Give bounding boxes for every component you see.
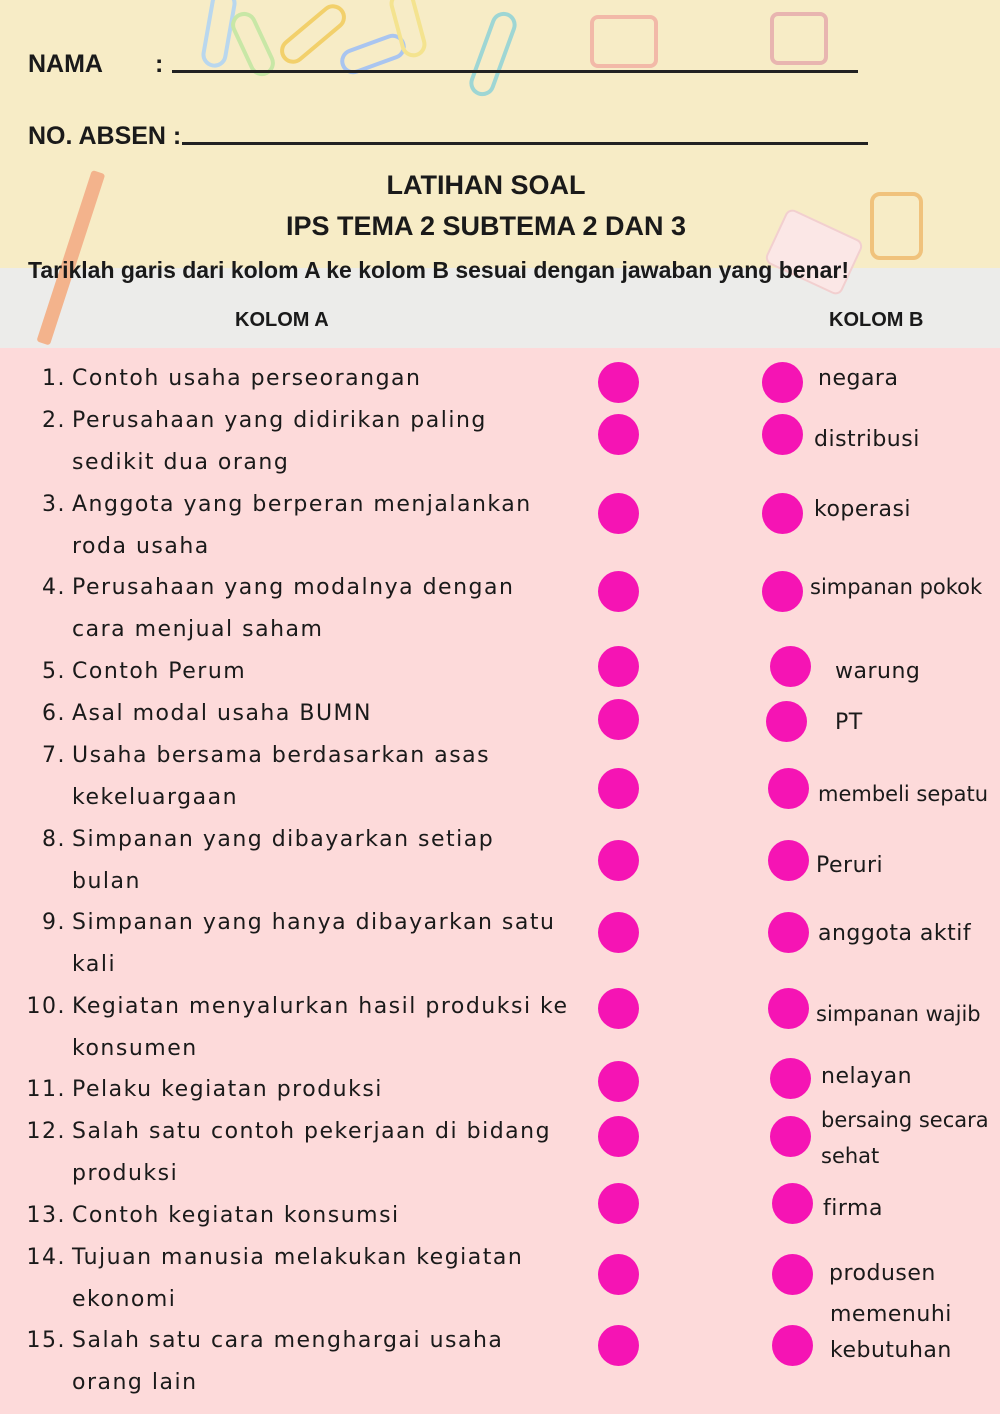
column-b-dot[interactable]: [768, 912, 809, 953]
answer-text: simpanan pokok: [810, 575, 983, 599]
answer-text: warung: [835, 659, 921, 684]
column-a-dot[interactable]: [598, 414, 639, 455]
answer-text: firma: [823, 1196, 883, 1221]
column-a-dot[interactable]: [598, 1254, 639, 1295]
question-number: 1.: [42, 366, 66, 391]
column-b-header: KOLOM B: [829, 309, 924, 331]
column-b-dot[interactable]: [772, 1254, 813, 1295]
answer-text: membeli sepatu: [818, 782, 989, 806]
answer-text: Peruri: [816, 853, 884, 878]
column-b-dot[interactable]: [768, 840, 809, 881]
question-number: 9.: [42, 910, 66, 935]
answer-text: nelayan: [821, 1064, 913, 1089]
answer-text: memenuhi kebutuhan: [830, 1302, 952, 1363]
column-a-dot[interactable]: [598, 493, 639, 534]
column-b-dot[interactable]: [772, 1325, 813, 1366]
question-text: Salah satu cara menghargai usaha orang lain: [72, 1328, 504, 1395]
column-b-dot[interactable]: [766, 701, 807, 742]
question-number: 12.: [26, 1119, 66, 1144]
absen-field[interactable]: [182, 142, 868, 145]
column-b-dot[interactable]: [770, 1058, 811, 1099]
column-b-dot[interactable]: [762, 362, 803, 403]
column-b-dot[interactable]: [768, 768, 809, 809]
binder-clip-icon: [590, 15, 658, 68]
absen-label: NO. ABSEN :: [28, 122, 182, 150]
column-a-dot[interactable]: [598, 571, 639, 612]
question-number: 14.: [26, 1245, 66, 1270]
answer-text: bersaing secara sehat: [821, 1108, 989, 1168]
column-b-dot[interactable]: [762, 493, 803, 534]
question-number: 7.: [42, 743, 66, 768]
column-b-dot[interactable]: [770, 1116, 811, 1157]
column-a-dot[interactable]: [598, 1183, 639, 1224]
column-b-dot[interactable]: [772, 1183, 813, 1224]
question-number: 4.: [42, 575, 66, 600]
column-a-dot[interactable]: [598, 1325, 639, 1366]
column-a-dot[interactable]: [598, 362, 639, 403]
question-text: Asal modal usaha BUMN: [72, 701, 372, 726]
binder-clip-icon: [770, 12, 828, 65]
question-number: 15.: [26, 1328, 66, 1353]
answer-text: produsen: [829, 1261, 936, 1286]
question-number: 2.: [42, 408, 66, 433]
answer-text: simpanan wajib: [816, 1002, 981, 1026]
question-number: 6.: [42, 701, 66, 726]
question-number: 11.: [26, 1077, 66, 1102]
column-a-dot[interactable]: [598, 1061, 639, 1102]
question-text: Usaha bersama berdasarkan asas kekeluargaan: [72, 743, 491, 810]
column-a-dot[interactable]: [598, 646, 639, 687]
question-text: Contoh Perum: [72, 659, 247, 684]
name-field[interactable]: [172, 70, 858, 73]
question-text: Kegiatan menyalurkan hasil produksi ke konsumen: [72, 994, 569, 1061]
page-subtitle: IPS TEMA 2 SUBTEMA 2 DAN 3: [285, 211, 687, 241]
answer-text: koperasi: [814, 497, 912, 522]
question-number: 3.: [42, 492, 66, 517]
name-label: NAMA: [28, 50, 103, 78]
answer-text: anggota aktif: [818, 921, 972, 946]
question-text: Tujuan manusia melakukan kegiatan ekonomi: [72, 1245, 524, 1312]
column-a-dot[interactable]: [598, 988, 639, 1029]
name-colon: :: [155, 50, 164, 78]
column-a-dot[interactable]: [598, 699, 639, 740]
question-number: 5.: [42, 659, 66, 684]
question-text: Contoh usaha perseorangan: [72, 366, 422, 391]
column-b-dot[interactable]: [762, 414, 803, 455]
column-a-dot[interactable]: [598, 912, 639, 953]
column-a-dot[interactable]: [598, 768, 639, 809]
column-b-dot[interactable]: [762, 571, 803, 612]
instruction-text: Tariklah garis dari kolom A ke kolom B sesuai dengan jawaban yang benar!: [28, 257, 850, 283]
question-text: Contoh kegiatan konsumsi: [72, 1203, 400, 1228]
question-text: Anggota yang berperan menjalankan roda usaha: [72, 492, 532, 559]
question-number: 8.: [42, 827, 66, 852]
question-number: 10.: [26, 994, 66, 1019]
question-text: Perusahaan yang modalnya dengan cara menjual saham: [72, 575, 515, 642]
column-b-dot[interactable]: [768, 988, 809, 1029]
column-b-dot[interactable]: [770, 646, 811, 687]
question-text: Simpanan yang dibayarkan setiap bulan: [72, 827, 495, 894]
answer-text: distribusi: [814, 427, 920, 452]
column-a-header: KOLOM A: [235, 309, 329, 331]
column-a-dot[interactable]: [598, 1116, 639, 1157]
question-text: Perusahaan yang didirikan paling sedikit dua orang: [72, 408, 487, 475]
question-text: Pelaku kegiatan produksi: [72, 1077, 383, 1102]
answer-text: negara: [818, 366, 899, 391]
question-number: 13.: [26, 1203, 66, 1228]
answer-text: PT: [835, 710, 863, 735]
column-a-dot[interactable]: [598, 840, 639, 881]
question-text: Simpanan yang hanya dibayarkan satu kali: [72, 910, 556, 977]
question-text: Salah satu contoh pekerjaan di bidang produksi: [72, 1119, 552, 1186]
page-title: LATIHAN SOAL: [386, 170, 586, 200]
